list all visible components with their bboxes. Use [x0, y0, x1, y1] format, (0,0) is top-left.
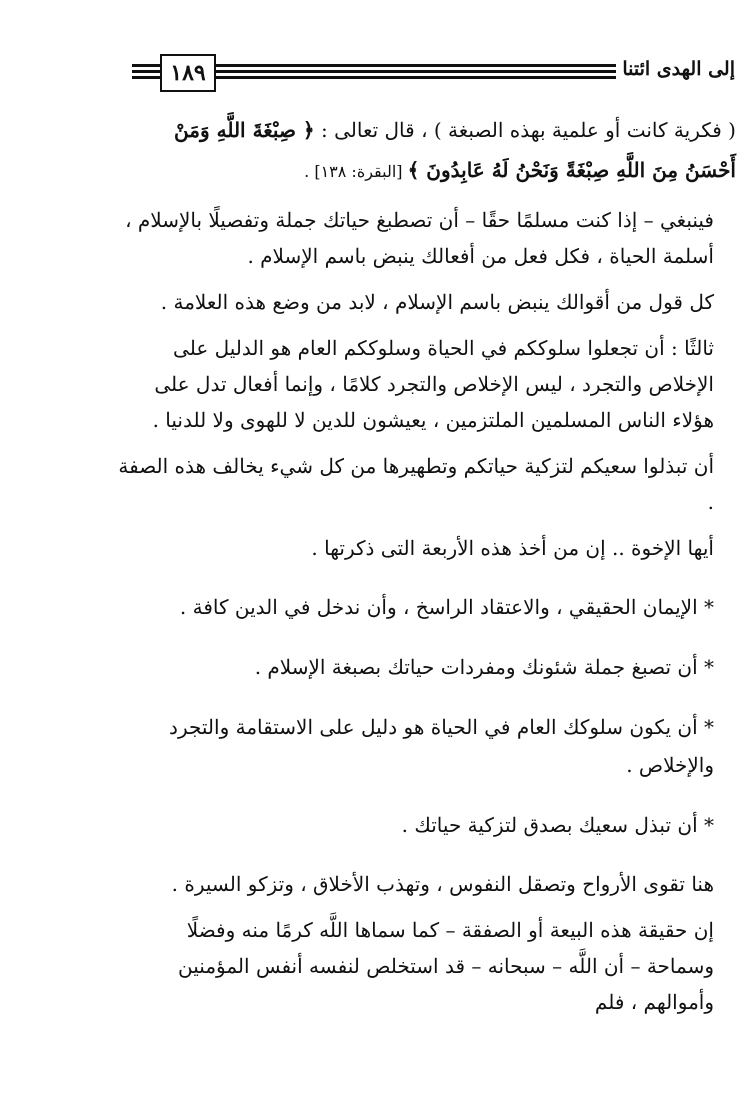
bullet-item: * أن يكون سلوكك العام في الحياة هو دليل على الاستقامة والتجرد والإخلاص .	[169, 715, 714, 777]
header-rule	[216, 70, 616, 73]
page-number: ١٨٩	[160, 54, 216, 92]
paragraph: أيها الإخوة .. إن من أخذ هذه الأربعة التى ذكرتها .	[311, 536, 714, 560]
bullet-item: * أن تصبغ جملة شئونك ومفردات حياتك بصبغة الإسلام .	[254, 655, 714, 679]
page-header	[0, 0, 749, 110]
paragraph: إن حقيقة هذه البيعة أو الصفقة – كما سماها اللَّه كرمًا منه وفضلًا وسماحة – أن اللَّه – سبحانه – قد استخلص لنفسه أنفس المؤمنين وأموالهم ، فلم	[178, 918, 714, 1014]
paragraph: ثالثًا : أن تجعلوا سلوككم في الحياة وسلوككم العام هو الدليل على الإخلاص والتجرد ، ليس الإخلاص والتجرد كلامًا ، وإنما أفعال تدل على هؤلاء الناس المسلمين الملتزمين ، يعيشون للدين لا للهوى ولا للدنيا .	[152, 336, 714, 432]
bullet-item: * أن تبذل سعيك بصدق لتزكية حياتك .	[401, 813, 714, 837]
paragraph: هنا تقوى الأرواح وتصقل النفوس ، وتهذب الأخلاق ، وتزكو السيرة .	[171, 872, 714, 896]
bullet-item: * الإيمان الحقيقي ، والاعتقاد الراسخ ، وأن ندخل في الدين كافة .	[179, 595, 714, 619]
paragraph: فينبغي – إذا كنت مسلمًا حقًا – أن تصطبغ حياتك جملة وتفصيلًا بالإسلام ، أسلمة الحياة ، فكل فعل من أفعالك ينبض باسم الإسلام .	[125, 208, 714, 268]
verse-reference: [البقرة: ١٣٨] .	[304, 162, 408, 181]
quran-verse: ﴿ صِبْغَةَ اللَّهِ وَمَنْ أَحْسَنُ مِنَ اللَّهِ صِبْغَةً وَنَحْنُ لَهُ عَابِدُونَ ﴾	[174, 118, 736, 182]
paragraph: كل قول من أقوالك ينبض باسم الإسلام ، لابد من وضع هذه العلامة .	[160, 290, 714, 314]
header-rule	[132, 76, 162, 79]
header-rule	[216, 76, 616, 79]
header-rule	[216, 64, 616, 67]
header-rule	[132, 70, 162, 73]
paragraph-text: ( فكرية كانت أو علمية بهذه الصبغة ) ، قال تعالى :	[314, 118, 736, 142]
running-title: إلى الهدى ائتنا	[622, 58, 735, 80]
header-rule	[132, 64, 162, 67]
page-body	[118, 110, 736, 1030]
paragraph-quran-citation	[118, 110, 736, 192]
paragraph: أن تبذلوا سعيكم لتزكية حياتكم وتطهيرها من كل شيء يخالف هذه الصفة .	[118, 454, 714, 514]
